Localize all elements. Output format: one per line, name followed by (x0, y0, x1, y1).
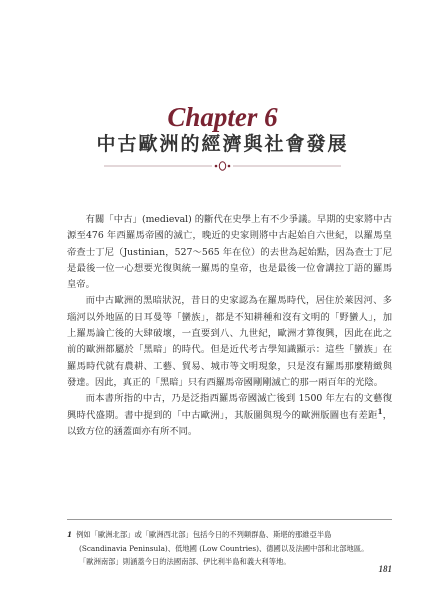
footnote-line: 「歐洲南部」則涵蓋今日的法國南部、伊比利半島和義大利等地。 (79, 557, 291, 567)
paragraph-text: ，以致方位的涵蓋面亦有所不同。 (67, 409, 392, 437)
paragraph (67, 391, 392, 440)
paragraph: 而中古歐洲的黑暗狀況，昔日的史家認為在羅馬時代，居住於萊因河、多瑙河以外地區的日耳曼等「蠻族」，都是不知耕種和沒有文明的「野蠻人」，加上羅馬論亡後的大肆破壞，一直要到八、九世紀，歐洲才算復興，因此在此之前的歐洲都屬於「黑暗」的時代。但是近代考古學知識顯示：這些「蠻族」在羅馬時代就有農耕、工藝、貿易、城市等文明現象，只是沒有羅馬那麼精緻與發達。因此，真正的「黑暗」只有西羅馬帝國剛剛滅亡的那一兩百年的光陰。 (67, 295, 392, 388)
footnote-text: 例如「歐洲北部」或「歐洲西北部」包括今日的不列顛群島、斯堪的那維亞半島 (76, 530, 332, 539)
paragraph: 有關「中古」(medieval) 的斷代在史學上有不少爭議。早期的史家將中古源至476 年西羅馬帝國的滅亡，晚近的史家則將中古起始自六世紀，以羅馬皇帝查士丁尼（Justinian，527～565 年在位）的去世為起始點，因為查士丁尼是最後一位一心想要光復與統一羅馬的皇帝，也是最後一位會講拉丁語的羅馬皇帝。 (67, 214, 392, 291)
footnote-number: 1 (67, 530, 73, 539)
footnote-line: (Scandinavia Peninsula)、低地國 (Low Countries)、德國以及法國中部和北部地區。 (79, 543, 369, 553)
chapter-label: Chapter 6 (167, 102, 278, 132)
paragraph-text: 而本書所指的中古，乃是泛指西羅馬帝國滅亡後到 1500 年左右的文藝復興時代盛期。書中提到的「中古歐洲」，其版圖與現今的歐洲版圖也有差距 (67, 393, 392, 421)
body-text (67, 212, 392, 440)
footnote-divider (67, 519, 392, 520)
footnote-line (67, 528, 392, 542)
ornamental-divider (104, 160, 341, 172)
chapter-title: 中古歐洲的經濟與社會發展 (96, 133, 349, 155)
footnote (67, 528, 392, 569)
footnote-reference[interactable]: 1 (377, 406, 383, 416)
page-number: 181 (378, 564, 392, 574)
